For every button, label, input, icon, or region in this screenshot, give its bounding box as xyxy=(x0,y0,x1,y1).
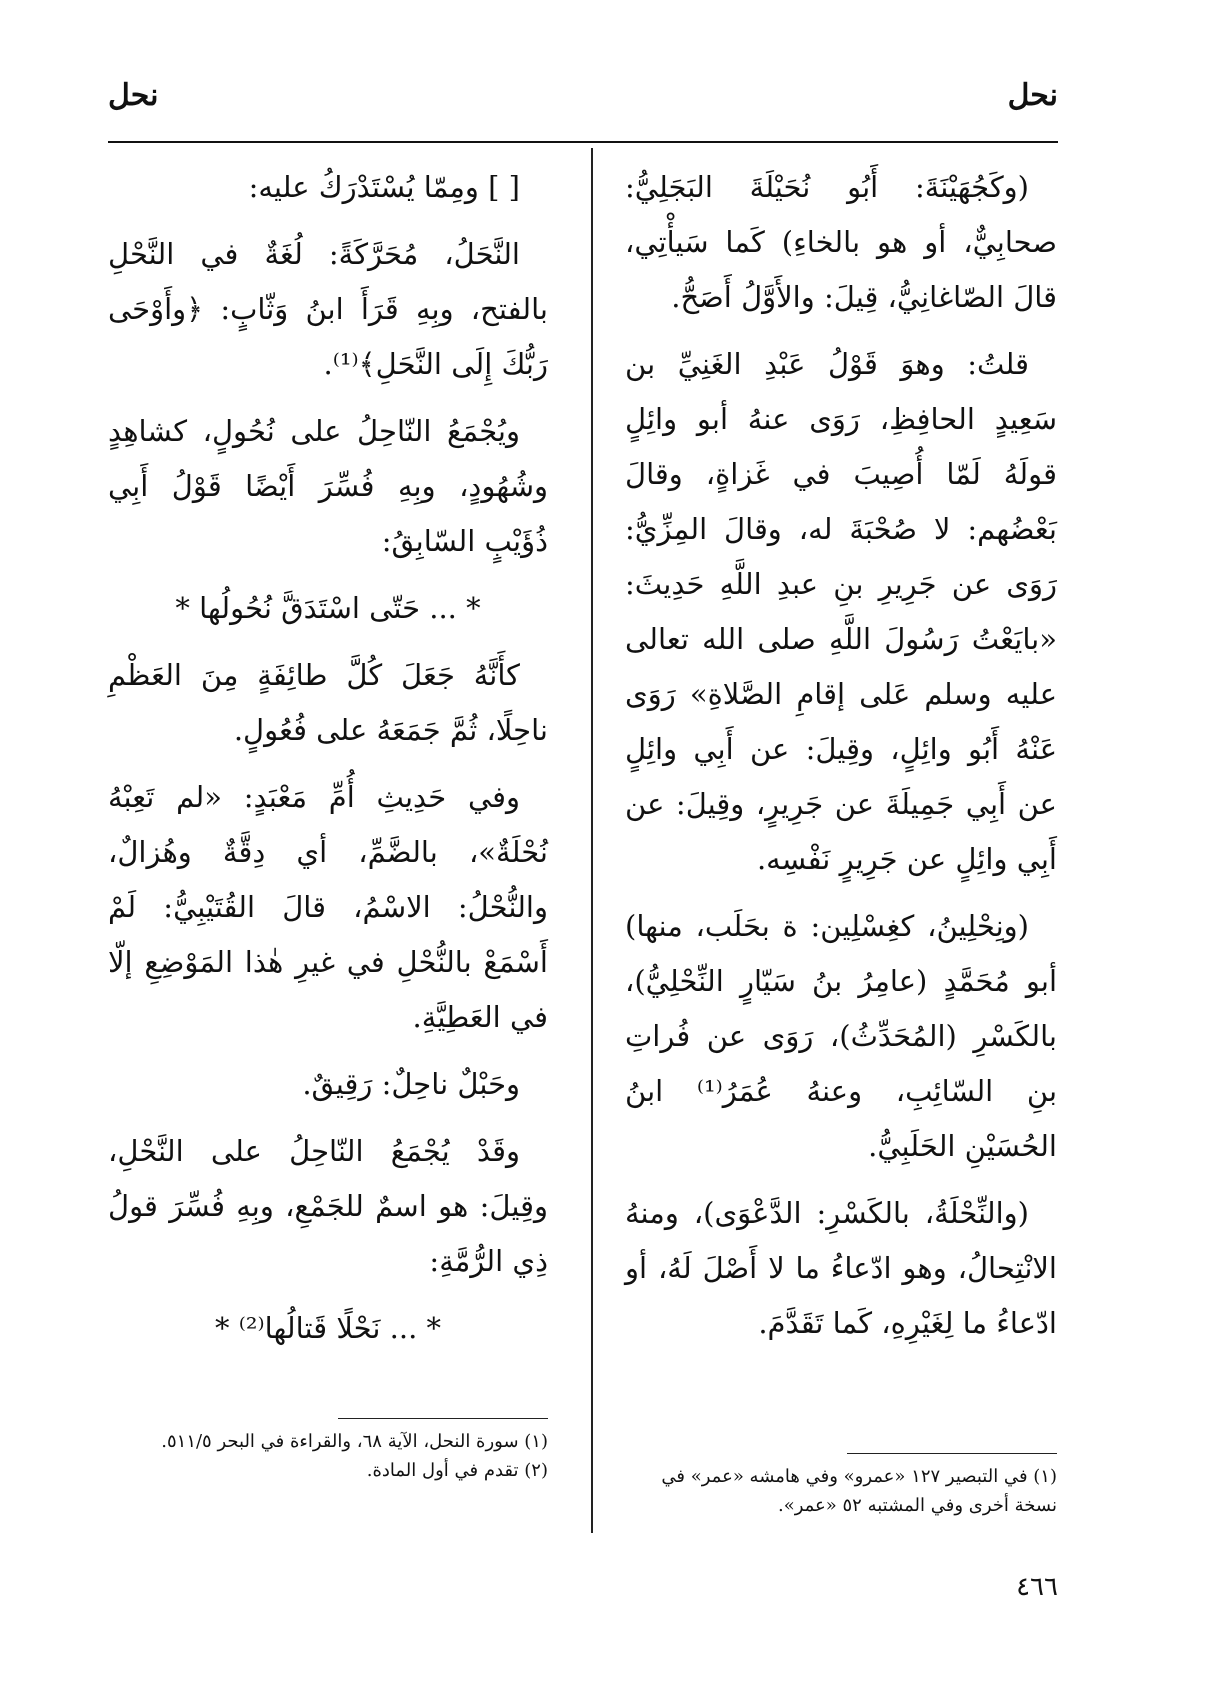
footnote-rule xyxy=(847,1453,1057,1454)
section-intro: [ ] ومِمّا يُسْتَدْرَكُ عليه: xyxy=(248,170,520,204)
paragraph: وفي حَدِيثِ أُمِّ مَعْبَدٍ: «لم تَعِبْهُ نُحْلَةٌ»، بالضَّمِّ، أي دِقَّةٌ وهُزالٌ، والنُّحْلُ: الاسْمُ، قالَ القُتَيْبِيُّ: لَمْ أَسْمَعْ بالنُّحْلِ في غيرِ هٰذا المَوْضِعِ إلّا في العَطِيَّةِ. xyxy=(108,780,548,1034)
footnote: (١) سورة النحل، الآية ٦٨، والقراءة في البحر ٥١١/٥. xyxy=(161,1431,548,1452)
left-column xyxy=(108,160,548,1368)
page-number: ٤٦٦ xyxy=(1016,1572,1058,1602)
column-divider xyxy=(591,148,593,1533)
footnote: (٢) تقدم في أول المادة. xyxy=(366,1460,548,1481)
paragraph: النَّحَلُ، مُحَرَّكَةً: لُغَةٌ في النَّحْلِ بالفتح، وبِهِ قَرَأَ ابنُ وَثّابٍ: ﴿وأَوْحَى رَبُّكَ إِلَى النَّحَلِ﴾⁽¹⁾. xyxy=(108,237,548,381)
footnote-rule xyxy=(338,1418,548,1419)
footnote: (١) في التبصير ١٢٧ «عمرو» وفي هامشه «عمر» في نسخة أخرى وفي المشتبه ٥٢ «عمر». xyxy=(661,1466,1057,1516)
right-column xyxy=(625,160,1057,1363)
paragraph: (وكَجُهَيْنَةَ: أَبُو نُحَيْلَةَ البَجَلِيُّ: صحابِيٌّ، أو هو بالخاءِ) كَما سَيأْتِي، قالَ الصّاغانِيُّ، قِيلَ: والأَوَّلُ أَصَحُّ. xyxy=(625,170,1057,314)
verse-line: * ... حَتّى اسْتَدَقَّ نُحُولُها * xyxy=(175,591,481,625)
verse-line: * ... نَحْلًا قَتالُها⁽²⁾ * xyxy=(215,1311,441,1345)
paragraph: وحَبْلٌ ناحِلٌ: رَقِيقٌ. xyxy=(302,1067,520,1101)
paragraph: كأَنَّهُ جَعَلَ كُلَّ طائِفَةٍ مِنَ العَظْمِ ناحِلًا، ثُمَّ جَمَعَهُ على فُعُولٍ. xyxy=(108,658,548,747)
paragraph: قلتُ: وهوَ قَوْلُ عَبْدِ الغَنِيِّ بن سَعِيدٍ الحافِظِ، رَوَى عنهُ أبو وائِلٍ قولَهُ لَمّا أُصِيبَ في غَزاةٍ، وقالَ بَعْضُهم: لا صُحْبَةَ له، وقالَ المِزِّيُّ: رَوَى عن جَرِيرِ بنِ عبدِ اللَّهِ حَدِيثَ: «بايَعْتُ رَسُولَ اللَّهِ صلى الله تعالى عليه وسلم عَلى إقامِ الصَّلاةِ» رَوَى عَنْهُ أَبُو وائِلٍ، وقِيلَ: عن أَبِي وائِلٍ عن أَبِي جَمِيلَةَ عن جَرِيرٍ، وقِيلَ: عن أَبِي وائِلٍ عن جَرِيرٍ نَفْسِه. xyxy=(625,347,1057,876)
right-footnotes xyxy=(625,1453,1057,1520)
paragraph: ويُجْمَعُ النّاحِلُ على نُحُولٍ، كشاهِدٍ وشُهُودٍ، وبِهِ فُسِّرَ أَيْضًا قَوْلُ أَبِي ذُؤَيْبٍ السّابِقُ: xyxy=(108,414,548,558)
running-header-right: نحل xyxy=(1007,78,1058,113)
paragraph: (والنِّحْلَةُ، بالكَسْرِ: الدَّعْوَى)، ومنهُ الانْتِحالُ، وهو ادّعاءُ ما لا أَصْلَ لَهُ، أو ادّعاءُ ما لِغَيْرِهِ، كَما تَقَدَّمَ. xyxy=(625,1196,1057,1340)
paragraph: (ونِحْلِينُ، كغِسْلِين: ة بحَلَب، منها) أبو مُحَمَّدٍ (عامِرُ بنُ سَيّارٍ النِّحْلِيُّ)، بالكَسْرِ (المُحَدِّثُ)، رَوَى عن فُراتِ بنِ السّائِبِ، وعنهُ عُمَرُ⁽¹⁾ ابنُ الحُسَيْنِ الحَلَبِيُّ. xyxy=(625,909,1058,1163)
left-footnotes xyxy=(108,1418,548,1485)
paragraph: وقَدْ يُجْمَعُ النّاحِلُ على النَّحْلِ، وقِيلَ: هو اسمٌ للجَمْعِ، وبِهِ فُسِّرَ قولُ ذِي الرُّمَّةِ: xyxy=(108,1134,548,1278)
running-header-left: نحل xyxy=(108,78,159,113)
header-rule xyxy=(108,141,1058,143)
